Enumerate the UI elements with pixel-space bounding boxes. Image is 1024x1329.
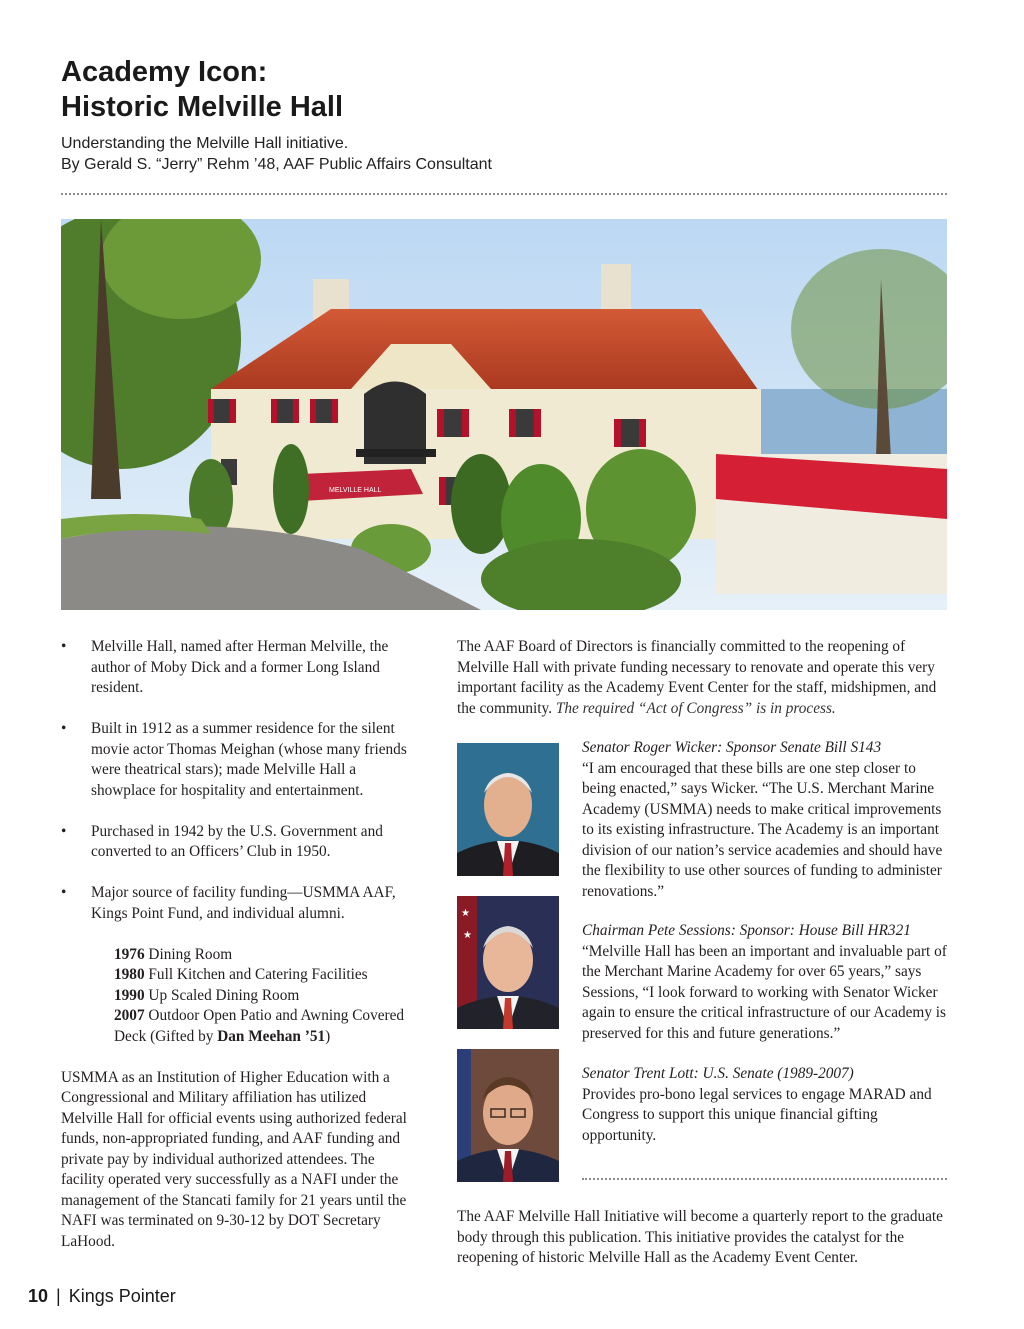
bullet-marker: •	[61, 638, 67, 655]
subtitle-line-1: Understanding the Melville Hall initiative.	[61, 135, 349, 152]
closing-paragraph: The AAF Melville Hall Initiative will become a quarterly report to the graduate body through this publication. This initiative provides the catalyst for the reopening of historic Melville Hall as the Academy Event Center.	[457, 1208, 943, 1266]
page-footer	[28, 1286, 176, 1307]
usmma-paragraph: USMMA as an Institution of Higher Education with a Congressional and Military affiliation has utilized Melville Hall for official events using authorized federal funds, non-appropriated funding, and AAF funding and private pay by individual authorized attendees. The facility operated very successfully as a NAFI under the management of the Stancati family for 21 years until the NAFI was terminated on 9-30-12 by DOT Secretary LaHood.	[61, 1068, 407, 1250]
timeline-text: Dining Room	[144, 945, 233, 963]
board-commitment-paragraph	[457, 637, 949, 719]
bullet-text: Melville Hall, named after Herman Melville, the author of Moby Dick and a former Long Island resident.	[91, 638, 389, 696]
quote-text: Provides pro-bono legal services to engage MARAD and Congress to support this unique financial gifting opportunity.	[582, 1085, 932, 1144]
quote-attribution: Senator Trent Lott: U.S. Senate (1989-2007)	[582, 1065, 854, 1082]
quote-sessions	[582, 921, 950, 1044]
left-column	[61, 637, 413, 1252]
board-text: The AAF Board of Directors is financially committed to the reopening of Melville Hall with private funding necessary to renovate and operate this very important facility as the Academy Event Center for the staff, midshipmen, and the community.	[457, 638, 937, 717]
fact-bullet-3	[61, 822, 413, 863]
quote-lott	[582, 1064, 950, 1146]
melville-hall-photo	[61, 219, 947, 610]
quote-attribution: Chairman Pete Sessions: Sponsor: House Bill HR321	[582, 922, 911, 939]
timeline-text-close: )	[325, 1027, 331, 1045]
timeline-year: 2007	[114, 1007, 145, 1024]
bullet-marker: •	[61, 720, 67, 737]
dotted-divider-top	[61, 193, 947, 195]
timeline-year: 1990	[114, 986, 145, 1004]
dotted-divider-quotes	[582, 1178, 947, 1180]
portrait-trent-lott	[457, 1049, 559, 1182]
byline: By Gerald S. “Jerry” Rehm ’48, AAF Public Affairs Consultant	[61, 155, 492, 173]
awning-sign: MELVILLE HALL	[329, 487, 382, 494]
donor-name: Dan Meehan ’51	[217, 1027, 326, 1045]
bullet-text: Major source of facility funding—USMMA AAF, Kings Point Fund, and individual alumni.	[91, 884, 396, 922]
timeline-entry	[114, 986, 413, 1007]
quote-attribution: Senator Roger Wicker: Sponsor Senate Bill S143	[582, 739, 882, 756]
svg-text:★: ★	[461, 908, 470, 919]
fact-bullet-2	[61, 719, 413, 801]
timeline-text: Outdoor Open Patio and Awning Covered Deck (Gifted by	[114, 1007, 405, 1045]
footer-separator: |	[56, 1286, 61, 1306]
timeline-text: Full Kitchen and Catering Facilities	[144, 966, 368, 983]
timeline-year: 1976	[114, 945, 145, 963]
bullet-text: Purchased in 1942 by the U.S. Government and converted to an Officers’ Club in 1950.	[91, 822, 383, 860]
bullet-marker: •	[61, 884, 67, 901]
title-line-1: Academy Icon:	[61, 56, 268, 88]
quote-text: “I am encouraged that these bills are one step closer to being enacted,” says Wicker. “The U.S. Merchant Marine Academy (USMMA) needs to make critical improvements to its existing infrastructure. The Academy is an important division of our nation’s service academies and should have the flexibility to use other sources of funding to administer renovations.”	[582, 759, 943, 900]
fact-bullet-1	[61, 637, 413, 699]
page-number: 10	[28, 1286, 49, 1306]
timeline-entry	[114, 1006, 413, 1047]
timeline-text: Up Scaled Dining Room	[144, 986, 300, 1004]
renovation-timeline	[61, 945, 413, 1048]
bullet-marker: •	[61, 822, 67, 840]
timeline-entry	[114, 965, 413, 986]
portrait-pete-sessions	[457, 896, 559, 1029]
publication-name: Kings Pointer	[68, 1286, 176, 1306]
title-line-2: Historic Melville Hall	[61, 91, 344, 123]
act-of-congress-note: The required “Act of Congress” is in process.	[555, 699, 836, 717]
svg-text:★: ★	[463, 930, 472, 941]
portrait-roger-wicker	[457, 743, 559, 876]
article-title	[61, 55, 343, 125]
timeline-entry	[114, 945, 413, 966]
article-subtitle	[61, 134, 492, 175]
timeline-year: 1980	[114, 966, 145, 983]
quote-wicker	[582, 738, 950, 902]
fact-bullet-4	[61, 883, 413, 924]
bullet-text: Built in 1912 as a summer residence for the silent movie actor Thomas Meighan (whose many friends were theatrical stars); made Melville Hall a showplace for hospitality and entertainment.	[91, 720, 407, 799]
quote-text: “Melville Hall has been an important and invaluable part of the Merchant Marine Academy for over 65 years,” says Sessions, “I look forward to working with Senator Wicker again to ensure the critical infrastructure of our Academy is preserved for this and future generations.”	[582, 942, 947, 1042]
